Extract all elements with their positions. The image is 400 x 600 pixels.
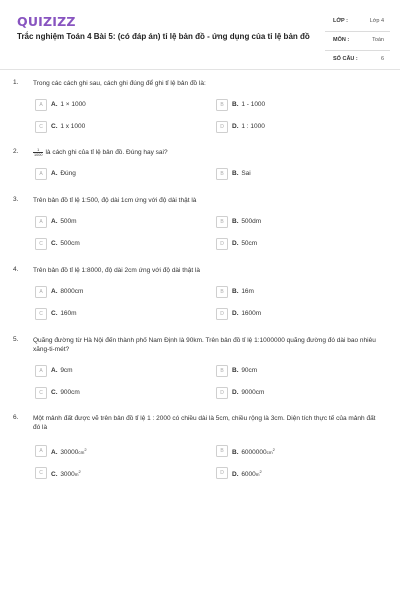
meta-value: 6	[380, 56, 384, 62]
question-text: là cách ghi của tỉ lệ bản đồ. Đúng hay sai?	[45, 149, 168, 157]
option-box: D	[216, 387, 228, 399]
option-letter: B.	[232, 288, 239, 295]
question-text: Trong các cách ghi sau, cách ghi đúng để ghi tỉ lệ bản đồ là:	[33, 80, 206, 87]
option-b[interactable]	[216, 216, 386, 228]
option-exponent: 2	[84, 447, 87, 452]
option-text: 500m	[60, 218, 77, 225]
option-box: D	[216, 467, 228, 479]
option-text: 3000	[60, 471, 75, 479]
option-box: C	[35, 238, 47, 250]
option-exponent: 2	[259, 469, 262, 474]
option-a[interactable]	[35, 286, 205, 298]
meta-label: SỐ CÂU :	[333, 56, 358, 62]
quizizz-logo: QUIZIZZ	[17, 14, 76, 29]
option-box: B	[216, 286, 228, 298]
option-letter: D.	[232, 389, 239, 396]
option-letter: A.	[51, 288, 58, 295]
option-b[interactable]	[216, 445, 386, 457]
option-letter: A.	[51, 101, 58, 108]
option-exponent: 2	[272, 447, 275, 452]
option-box: C	[35, 121, 47, 133]
option-letter: A.	[51, 170, 58, 177]
question-number: 2.	[13, 148, 19, 155]
option-letter: B.	[232, 218, 239, 225]
option-letter: D.	[232, 123, 239, 130]
option-text: 6000000	[241, 449, 267, 457]
option-box: C	[35, 308, 47, 320]
option-text: Đúng	[60, 170, 76, 177]
option-exponent: 2	[78, 469, 81, 474]
option-text: 500dm	[241, 218, 262, 225]
question-number: 6.	[13, 414, 19, 421]
option-box: B	[216, 99, 228, 111]
question-text: Một mảnh đất được vẽ trên bản đồ tỉ lệ 1 : 2000 có chiều dài là 5cm, chiều rộng là 3cm. Diện tích thực tế của mảnh đất đó là	[33, 415, 376, 431]
option-box: B	[216, 445, 228, 457]
question-text: Quãng đường từ Hà Nội đến thành phố Nam Định là 90km. Trên bản đồ tỉ lệ 1:1000000 quãng đường đó dài bao nhiêu xăng-ti-mét?	[33, 337, 376, 353]
option-box: D	[216, 308, 228, 320]
option-letter: B.	[232, 170, 239, 177]
option-text: 1 : 1000	[241, 123, 265, 130]
option-text: 160m	[60, 310, 77, 317]
option-box: C	[35, 467, 47, 479]
option-box: A	[35, 365, 47, 377]
option-letter: B.	[232, 101, 239, 108]
meta-info-box	[325, 13, 390, 70]
option-text: 90cm	[241, 367, 258, 374]
option-b[interactable]	[216, 99, 386, 111]
option-b[interactable]	[216, 365, 386, 377]
option-box: B	[216, 168, 228, 180]
option-letter: C.	[51, 389, 58, 396]
meta-value: Toán	[372, 37, 384, 43]
option-text: 50cm	[241, 240, 258, 247]
meta-row-grade	[325, 13, 390, 32]
option-text: 500cm	[60, 240, 80, 247]
option-b[interactable]	[216, 168, 386, 180]
option-d[interactable]	[216, 238, 386, 250]
meta-row-question-count	[325, 51, 390, 70]
option-letter: C.	[51, 471, 58, 479]
option-unit: m	[255, 472, 260, 478]
option-letter: A.	[51, 367, 58, 374]
option-c[interactable]	[35, 467, 205, 479]
fraction-denominator: 1000	[34, 153, 43, 157]
option-unit: m	[74, 472, 79, 478]
question-number: 4.	[13, 266, 19, 273]
option-letter: A.	[51, 449, 58, 457]
question-text: Trên bản đồ tỉ lệ 1:500, độ dài 1cm ứng với độ dài thật là	[33, 197, 197, 204]
header-divider	[0, 69, 400, 70]
option-text: 8000cm	[60, 288, 84, 295]
option-c[interactable]	[35, 121, 205, 133]
option-box: D	[216, 121, 228, 133]
option-a[interactable]	[35, 445, 205, 457]
question-number: 3.	[13, 196, 19, 203]
option-text: 1600m	[241, 310, 262, 317]
option-box: A	[35, 216, 47, 228]
option-box: D	[216, 238, 228, 250]
option-text: 1 - 1000	[241, 101, 266, 108]
option-text: 1 x 1000	[60, 123, 86, 130]
option-unit: cm	[266, 450, 273, 456]
option-box: A	[35, 168, 47, 180]
option-unit: cm	[78, 450, 85, 456]
option-c[interactable]	[35, 238, 205, 250]
option-letter: B.	[232, 449, 239, 457]
option-text: 900cm	[60, 389, 80, 396]
option-text: 9cm	[60, 367, 73, 374]
option-box: A	[35, 99, 47, 111]
option-a[interactable]	[35, 216, 205, 228]
option-c[interactable]	[35, 308, 205, 320]
option-text: 1 × 1000	[60, 101, 86, 108]
question-text: Trên bản đồ tỉ lệ 1:8000, độ dài 2cm ứng với độ dài thật là	[33, 267, 201, 274]
option-d[interactable]	[216, 387, 386, 399]
meta-label: LỚP :	[333, 18, 348, 24]
option-a[interactable]	[35, 365, 205, 377]
fraction	[33, 148, 43, 157]
option-text: Sai	[241, 170, 251, 177]
meta-label: MÔN :	[333, 37, 350, 43]
page-title: Trắc nghiệm Toán 4 Bài 5: (có đáp án) tỉ lệ bản đồ - ứng dụng của tỉ lệ bản đồ	[17, 32, 310, 41]
option-a[interactable]	[35, 168, 205, 180]
option-letter: D.	[232, 471, 239, 479]
option-box: A	[35, 286, 47, 298]
meta-value: Lớp 4	[369, 18, 384, 24]
option-d[interactable]	[216, 121, 386, 133]
option-c[interactable]	[35, 387, 205, 399]
option-box: B	[216, 216, 228, 228]
option-text: 30000	[60, 449, 79, 457]
option-text: 16m	[241, 288, 254, 295]
option-box: C	[35, 387, 47, 399]
option-letter: D.	[232, 240, 239, 247]
option-box: B	[216, 365, 228, 377]
fraction-numerator: 1	[33, 148, 43, 153]
meta-row-subject	[325, 32, 390, 51]
question-number: 1.	[13, 79, 19, 86]
option-b[interactable]	[216, 286, 386, 298]
option-box: A	[35, 445, 47, 457]
option-letter: B.	[232, 367, 239, 374]
option-text: 9000cm	[241, 389, 265, 396]
option-a[interactable]	[35, 99, 205, 111]
option-letter: C.	[51, 123, 58, 130]
option-letter: C.	[51, 310, 58, 317]
option-text: 6000	[241, 471, 256, 479]
option-d[interactable]	[216, 467, 386, 479]
option-d[interactable]	[216, 308, 386, 320]
option-letter: A.	[51, 218, 58, 225]
option-letter: D.	[232, 310, 239, 317]
option-letter: C.	[51, 240, 58, 247]
question-number: 5.	[13, 336, 19, 343]
